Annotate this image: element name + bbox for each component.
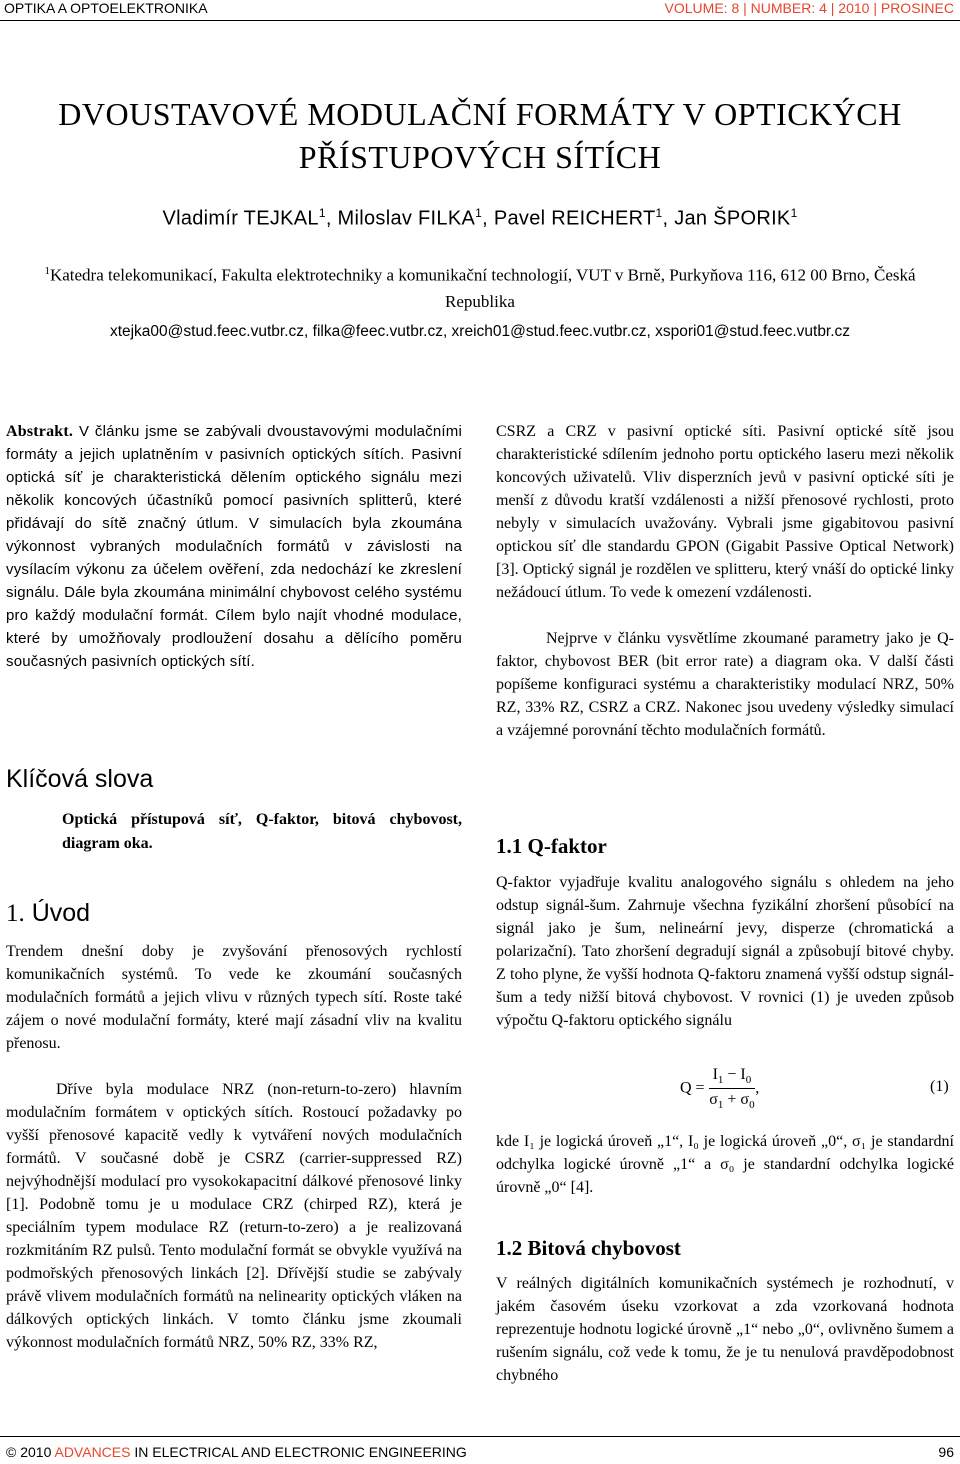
author-emails: xtejka00@stud.feec.vutbr.cz, filka@feec.vutbr.cz, xreich01@stud.feec.vutbr.cz, xspori01@stud.feec.vutbr.cz — [109, 323, 851, 340]
paragraph: Nejprve v článku vysvětlíme zkoumané parametry jako je Q-faktor, chybovost BER (bit error rate) a diagram oka. V další části popíšeme konfiguraci systému a charakteristiky modulací NRZ, 50% RZ, 33% RZ, CSRZ a CRZ. Nakonec jsou uvedeny výsledky simulací a vzájemné porovnání těchto modulačních formátů. — [496, 630, 954, 739]
journal-name: IN ELECTRICAL AND ELECTRONIC ENGINEERING — [130, 1444, 467, 1460]
affiliation-mark: 1 — [44, 265, 50, 277]
author-name: Jan ŠPORIK — [674, 207, 791, 230]
subsection-heading-q-factor: 1.1 Q-faktor — [496, 834, 607, 858]
ber-body — [496, 1272, 954, 1387]
issue-info: VOLUME: 8 | NUMBER: 4 | 2010 | PROSINEC — [664, 0, 954, 16]
affiliation-mark: 1 — [475, 206, 483, 220]
equation-q-factor — [680, 1066, 759, 1111]
paragraph: V reálných digitálních komunikačních systémech je rozhodnutí, v jakém časovém úseku vzorkovat a zda vzorkovaná hodnota reprezentuje hodnotu logické úrovně „1“ nebo „0“, ovlivněno šumem a rušením signálu, což vede k tomu, že je tu nenulová pravděpodobnost chybného — [496, 1275, 954, 1384]
equation-numerator: $I_1 - I_0$ — [709, 1066, 756, 1089]
subsection-heading-ber: 1.2 Bitová chybovost — [496, 1236, 681, 1260]
paragraph: Dříve byla modulace NRZ (non-return-to-zero) hlavním modulačním formátem v optických sítích. Rostoucí požadavky po vyšší přenosové kapacitě vedly k vytváření nových modulačních formátů. V současné době je CSRZ (carrier-suppressed RZ) nejvýhodnější modulací pro vysokokapacitní dálkové přenosové linky [1]. Podobně tomu je u modulace CRZ (chirped RZ), která je speciálním typem modulace RZ (return-to-zero) a je realizovaná rozkmitáním RZ pulsů. Tento modulační formát se obvykle využívá na podmořských přenosových linkách [2]. Dřívější studie se zabývaly právě vlivem modulačních formátů na nelinearity optických vláken na dálkových optických linkách. V tomto článku jsme zkoumali výkonnost modulačních formátů NRZ, 50% RZ, 33% RZ, — [6, 1081, 462, 1351]
abstract-text: V článku jsme se zabývali dvoustavovými modulačními formáty a jejich uplatněním v pasivních optických sítích. Pasivní optická síť je charakteristická dělením optického signálu mezi několik koncových účastníků pomocí pasivních splitterů, které přidávají do sítě značný útlum. V simulacích byla zkoumána výkonnost vybraných modulačních formátů v závislosti na vysílacím výkonu za účelem ověření, zda nedochází ke zkreslení signálu. Dále byla zkoumána minimální chybovost celého systému pro každý modulační formát. Cílem bylo najít vhodné modulace, které by umožňovaly prodloužení dosahu a dělícího poměru současných pasivních optických sítí. — [6, 423, 462, 670]
affiliation-text: Katedra telekomunikací, Fakulta elektrotechniky a komunikační technologií, VUT v Brně, Purkyňova 116, 612 00 Brno, Česká Republika — [49, 265, 916, 311]
affiliation-mark: 1 — [318, 206, 326, 220]
q-factor-body — [496, 871, 954, 1032]
keywords-heading: Klíčová slova — [6, 765, 154, 793]
paragraph: Q-faktor vyjadřuje kvalitu analogového signálu s ohledem na jeho odstup signál-šum. Zahrnuje všechna fyzikální zhoršení působící na signál jako je šum, nelineární jevy, disperze (chromatická a polarizační). Tato zhoršení degradují signál a způsobují bitové chyby. Z toho plyne, že vyšší hodnota Q-faktoru znamená vyšší odstup signál-šum a tedy nižší bitová chybovost. V rovnici (1) je uveden způsob výpočtu Q-faktoru optického signálu — [496, 874, 954, 1029]
equation-number: (1) — [930, 1078, 949, 1095]
intro-body-left — [6, 940, 462, 1354]
section-title: Úvod — [31, 899, 91, 927]
paper-title-line2: PŘÍSTUPOVÝCH SÍTÍCH — [298, 139, 662, 175]
copyright: © 2010 — [6, 1444, 52, 1460]
journal-name-accent: ADVANCES — [54, 1444, 131, 1460]
equation-fraction — [709, 1066, 756, 1111]
page-number: 96 — [938, 1444, 954, 1460]
author-name: Miloslav FILKA — [337, 207, 476, 230]
intro-body-right — [496, 420, 954, 742]
footer-journal — [6, 1444, 467, 1460]
author-name: Pavel REICHERT — [493, 207, 656, 230]
section-heading-intro — [6, 899, 90, 928]
abstract — [6, 420, 462, 673]
keywords-text: Optická přístupová síť, Q-faktor, bitová chybovost, diagram oka. — [62, 811, 462, 852]
header-rule — [0, 20, 960, 21]
journal-header: OPTIKA A OPTOELEKTRONIKA — [4, 0, 208, 16]
author-list: Vladimír TEJKAL$^1$, Miloslav FILKA$^1$, Pavel REICHERT$^1$, Jan ŠPORIK$^1$ — [162, 206, 798, 230]
affiliation-mark: 1 — [655, 206, 663, 220]
equation-denominator: $\sigma_1 + \sigma_0$ — [709, 1091, 755, 1112]
q-factor-explanation — [496, 1130, 954, 1199]
paragraph: kde I₁ je logická úroveň „1“, I₀ je logická úroveň „0“, σ₁ je standardní odchylka logické úrovně „1“ a σ₀ je standardní odchylka logické úrovně „0“ [4]. — [496, 1133, 954, 1196]
affiliation-mark: 1 — [790, 206, 798, 220]
author-name: Vladimír TEJKAL — [162, 207, 319, 230]
footer-rule — [0, 1436, 960, 1437]
paragraph: Trendem dnešní doby je zvyšování přenosových rychlostí komunikačních systémů. To vede ke zkoumání současných modulačních formátů a jejich vlivu v různých typech sítí. Roste také zájem o nové modulační formáty, které mají zásadní vliv na kvalitu přenosu. — [6, 943, 462, 1052]
affiliation — [14, 258, 946, 315]
equation-lhs: Q = — [680, 1079, 705, 1097]
abstract-label: Abstrakt. — [6, 423, 74, 440]
paragraph: CSRZ a CRZ v pasivní optické síti. Pasivní optické sítě jsou charakteristické sdílením jednoho portu optického laseru mezi několik koncových uživatelů. Vliv disperzních jevů v pasivní optické síti je menší z důvodu kratší vzdálenosti a nižší přenosové rychlosti, proto nebyly v simulacích uvažovány. Vybrali jsme gigabitovou pasivní optickou síť dle standardu GPON (Gigabit Passive Optical Network) [3]. Optický signál je rozdělen ve splitteru, který vnáší do optické linky nežádoucí útlum. To vede k omezení vzdálenosti. — [496, 423, 954, 601]
paper-title-line1: DVOUSTAVOVÉ MODULAČNÍ FORMÁTY V OPTICKÝCH — [58, 96, 902, 132]
section-number: 1. — [6, 900, 25, 927]
equation-comma: , — [755, 1079, 760, 1097]
